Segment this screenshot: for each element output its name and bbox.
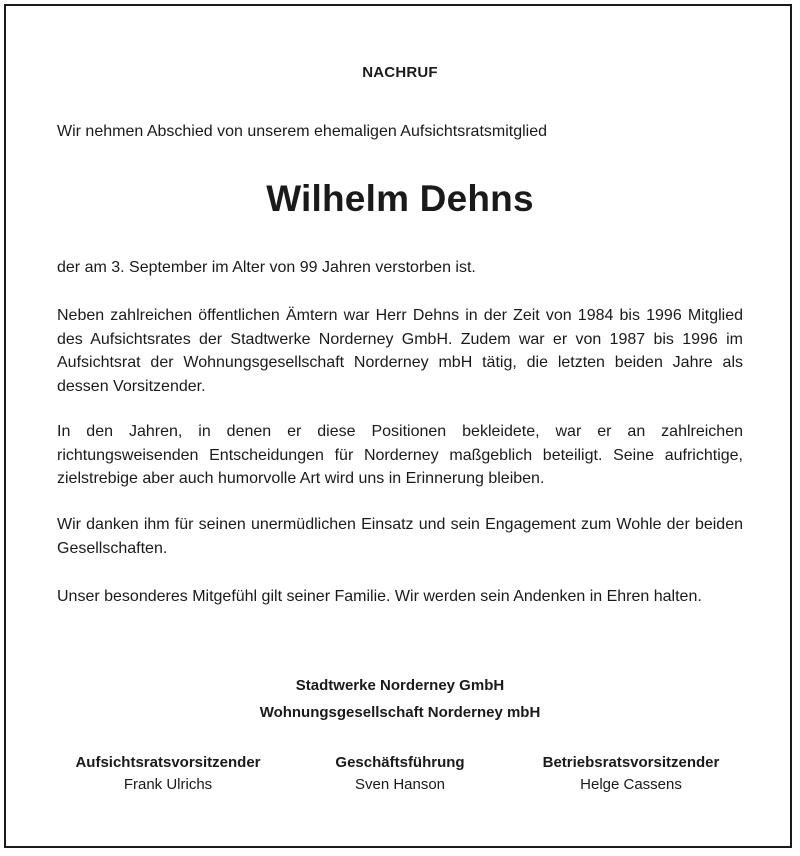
signatory-management: [305, 752, 495, 796]
signatory-supervisory-board: [57, 752, 279, 796]
signatory-role: Geschäftsführung: [335, 754, 465, 771]
paragraph-career: Neben zahlreichen öffentlichen Ämtern war Herr Dehns in der Zeit von 1984 bis 1996 Mitglied des Aufsichtsrates der Stadtwerke Norderney GmbH. Zudem war er von 1987 bis 1996 im Aufsichtsrat der Wohnungsgesellschaft Norderney mbH tätig, die letzten beiden Jahre als dessen Vorsitzender.: [57, 307, 743, 395]
signatory-name: Helge Cassens: [580, 776, 682, 793]
company-name-stadtwerke: Stadtwerke Norderney GmbH: [295, 677, 505, 694]
paragraph-contributions: In den Jahren, in denen er diese Positionen bekleidete, war er an zahlreichen richtungsweisenden Entscheidungen für Norderney maßgeblich beteiligt. Seine aufrichtige, zielstrebige aber auch humorvolle Art wird uns in Erinnerung bleiben.: [57, 423, 743, 487]
signatory-role: Betriebsratsvorsitzender: [542, 754, 720, 771]
paragraph-condolences: Unser besonderes Mitgefühl gilt seiner Familie. Wir werden sein Andenken in Ehren halten.: [57, 588, 702, 605]
company-name-wohnungsgesellschaft: Wohnungsgesellschaft Norderney mbH: [259, 704, 541, 721]
notice-heading: NACHRUF: [362, 64, 438, 81]
signatory-role: Aufsichtsratsvorsitzender: [75, 754, 261, 771]
signatory-works-council: [519, 752, 743, 796]
signatory-name: Sven Hanson: [354, 776, 446, 793]
intro-line: Wir nehmen Abschied von unserem ehemaligen Aufsichtsratsmitglied: [57, 123, 548, 140]
signatory-name: Frank Ulrichs: [123, 776, 213, 793]
deceased-name: Wilhelm Dehns: [266, 178, 534, 219]
paragraph-death-date: der am 3. September im Alter von 99 Jahren verstorben ist.: [57, 259, 476, 276]
paragraph-thanks: Wir danken ihm für seinen unermüdlichen Einsatz und sein Engagement zum Wohle der beiden Gesellschaften.: [57, 516, 743, 557]
